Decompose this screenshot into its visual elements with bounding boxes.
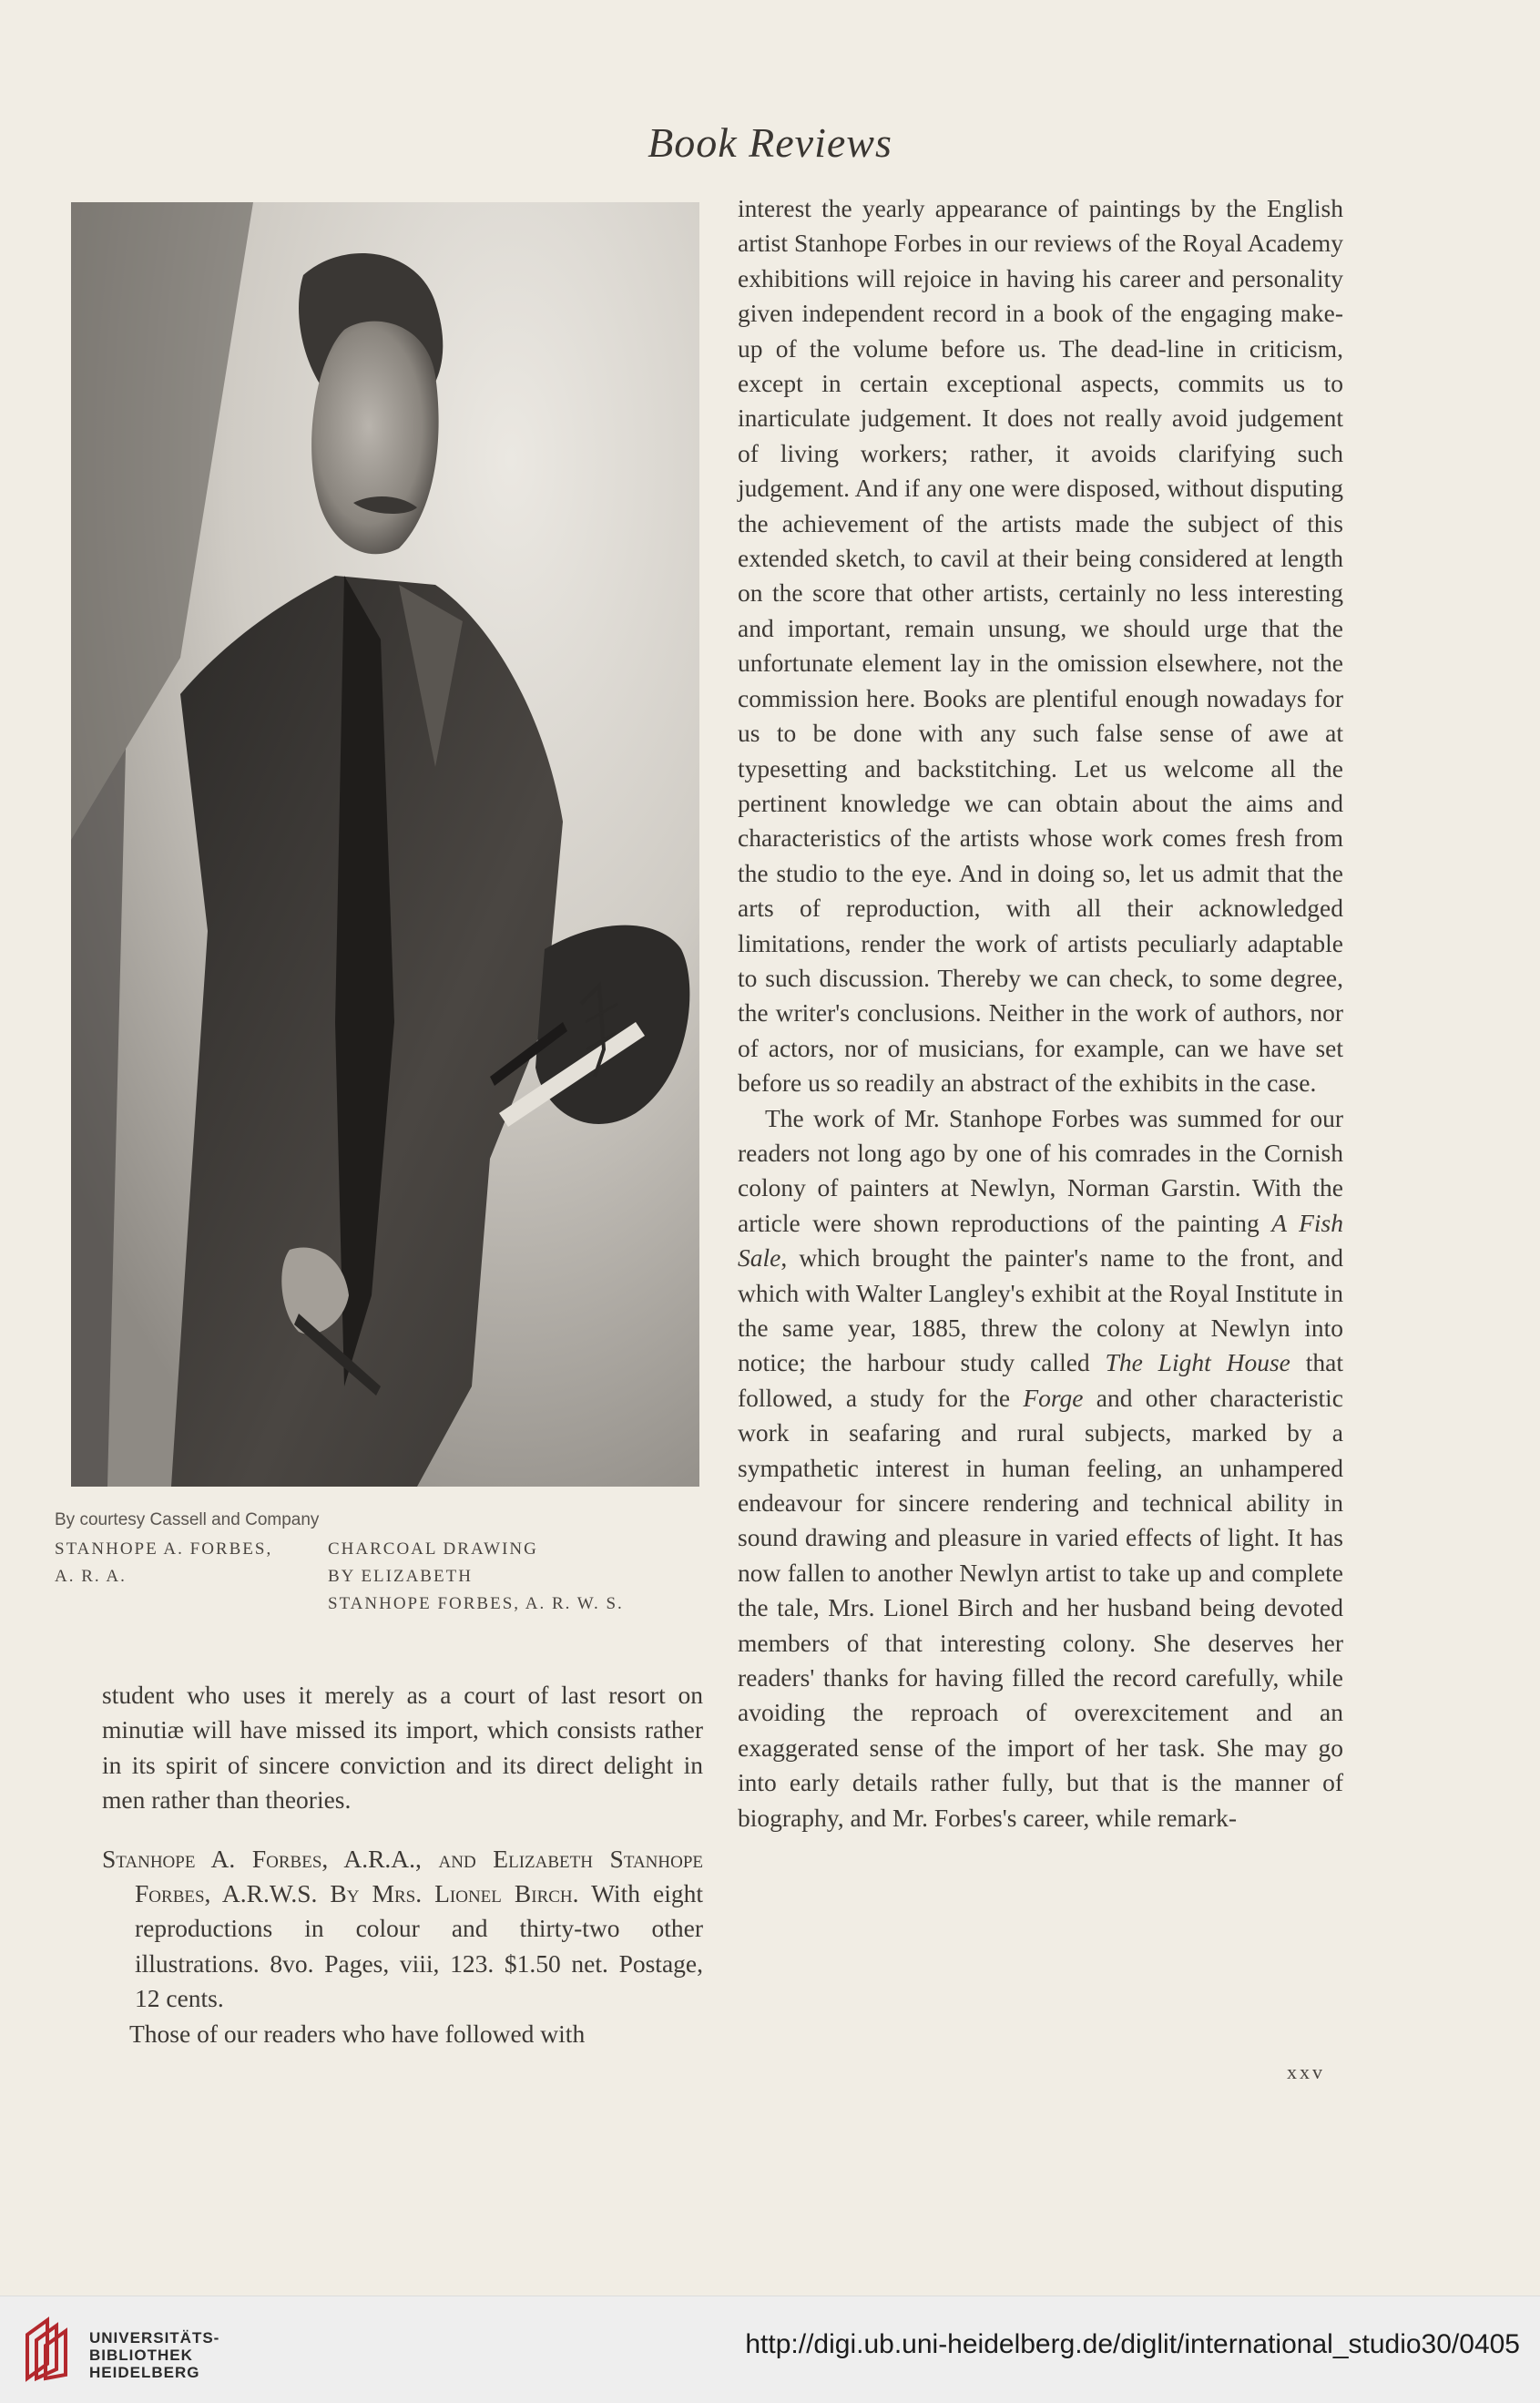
portrait-charcoal-drawing xyxy=(71,202,699,1487)
caption-medium xyxy=(328,1536,624,1618)
caption-subject xyxy=(55,1536,328,1618)
caption-medium-line: STANHOPE FORBES, A. R. W. S. xyxy=(328,1594,624,1613)
review-paragraph-start: Those of our readers who have followed with xyxy=(129,2019,586,2048)
portrait-illustration xyxy=(71,202,699,1487)
library-logo-icon xyxy=(20,2316,76,2382)
review-paragraph-2 xyxy=(738,1101,1343,1836)
library-name-line: BIBLIOTHEK xyxy=(89,2347,193,2364)
continuation-paragraph: student who uses it merely as a court of last resort on minutiæ will have missed its import, which consists rather in its spirit of sincere conviction and its direct delight in men rather than theories. xyxy=(102,1681,703,1815)
painting-title: The Light House xyxy=(1105,1348,1290,1377)
text-run: and other characteristic work in seafaring and rural subjects, marked by a sympathetic interest in human feeling, an unhampered endeavour for sincere rendering and technical ability in sound drawing and pleasure in varied effects of light. It has now fallen to another Newlyn artist to take up and complete the tale, Mrs. Lionel Birch and her husband being devoted members of that interesting colony. She deserves her readers' thanks for having filled the record carefully, while avoiding the reproach of overexcitement and an exaggerated sense of the import of her task. She may go into early details rather fully, but that is the manner of biography, and Mr. Forbes's career, while remark- xyxy=(738,1383,1343,1832)
library-name-line: UNIVERSITÄTS- xyxy=(89,2329,220,2347)
running-head: Book Reviews xyxy=(648,119,892,166)
text-run: that followed, a study for the xyxy=(738,1348,1343,1412)
text-run: The work of Mr. Stanhope Forbes was summed for our readers not long ago by one of his comrades in the Cornish colony of painters at Newlyn, Norman Garstin. With the article were shown reproductions of the painting xyxy=(738,1103,1343,1237)
figure-credit: By courtesy Cassell and Company xyxy=(55,1510,320,1529)
caption-medium-line: CHARCOAL DRAWING xyxy=(328,1539,538,1559)
book-entry-details: With eight reproductions in colour and thirty-two other illustrations. 8vo. Pages, viii, 123. $1.50 net. Postage, 12 cents. xyxy=(135,1879,703,2013)
figure-caption xyxy=(55,1510,710,1618)
library-name-line: HEIDELBERG xyxy=(89,2364,200,2381)
library-name xyxy=(89,2329,219,2381)
book-entry-title: Stanhope A. Forbes, A.R.A., and Elizabeth Stanhope Forbes, A.R.W.S. By Mrs. Lionel Birch. xyxy=(102,1844,703,1908)
book-entry xyxy=(102,1842,703,2017)
caption-medium-line: BY ELIZABETH xyxy=(328,1567,473,1586)
painting-title: A Fish Sale xyxy=(738,1208,1343,1273)
caption-subject-line: STANHOPE A. FORBES, xyxy=(55,1539,273,1559)
text-run: , which brought the painter's name to the front, and which with Walter Langley's exhibit at the Royal Institute in the same year, 1885, threw the colony at Newlyn into notice; the harbour study called xyxy=(738,1243,1343,1377)
source-url-link[interactable]: http://digi.ub.uni-heidelberg.de/diglit/international_studio30/0405 xyxy=(745,2329,1520,2359)
review-paragraph-1: interest the yearly appearance of paintings by the English artist Stanhope Forbes in our reviews of the Royal Academy exhibitions will rejoice in having his career and personality given independent record in a book of the engaging make-up of the volume before us. The dead-line in criticism, except in certain exceptional aspects, commits us to inarticulate judgement. It does not really avoid judgement of living workers; rather, it avoids clarifying such judgement. And if any one were disposed, without disputing the achievement of the artists made the subject of this extended sketch, to cavil at their being considered at length on the score that other artists, certainly no less interesting and important, remain unsung, we should urge that the unfortunate element lay in the omission elsewhere, not the commission here. Books are plentiful enough nowadays for us to be done with any such false sense of awe at typesetting and backstitching. Let us welcome all the pertinent knowledge we can obtain about the aims and characteristics of the artists whose work comes fresh from the studio to the eye. And in doing so, let us admit that the arts of reproduction, with all their acknowledged limitations, render the work of artists peculiarly adaptable to such discussion. Thereby we can check, to some degree, the writer's conclusions. Neither in the work of authors, nor of actors, nor of musicians, for example, can we have set before us so readily an abstract of the exhibits in the case. xyxy=(738,194,1343,1098)
caption-subject-line: A. R. A. xyxy=(55,1567,127,1586)
left-column xyxy=(102,1678,703,2051)
page-number: xxv xyxy=(1287,2060,1325,2083)
painting-title: Forge xyxy=(1023,1383,1084,1412)
library-footer xyxy=(0,2296,1540,2403)
right-column xyxy=(738,191,1343,1835)
